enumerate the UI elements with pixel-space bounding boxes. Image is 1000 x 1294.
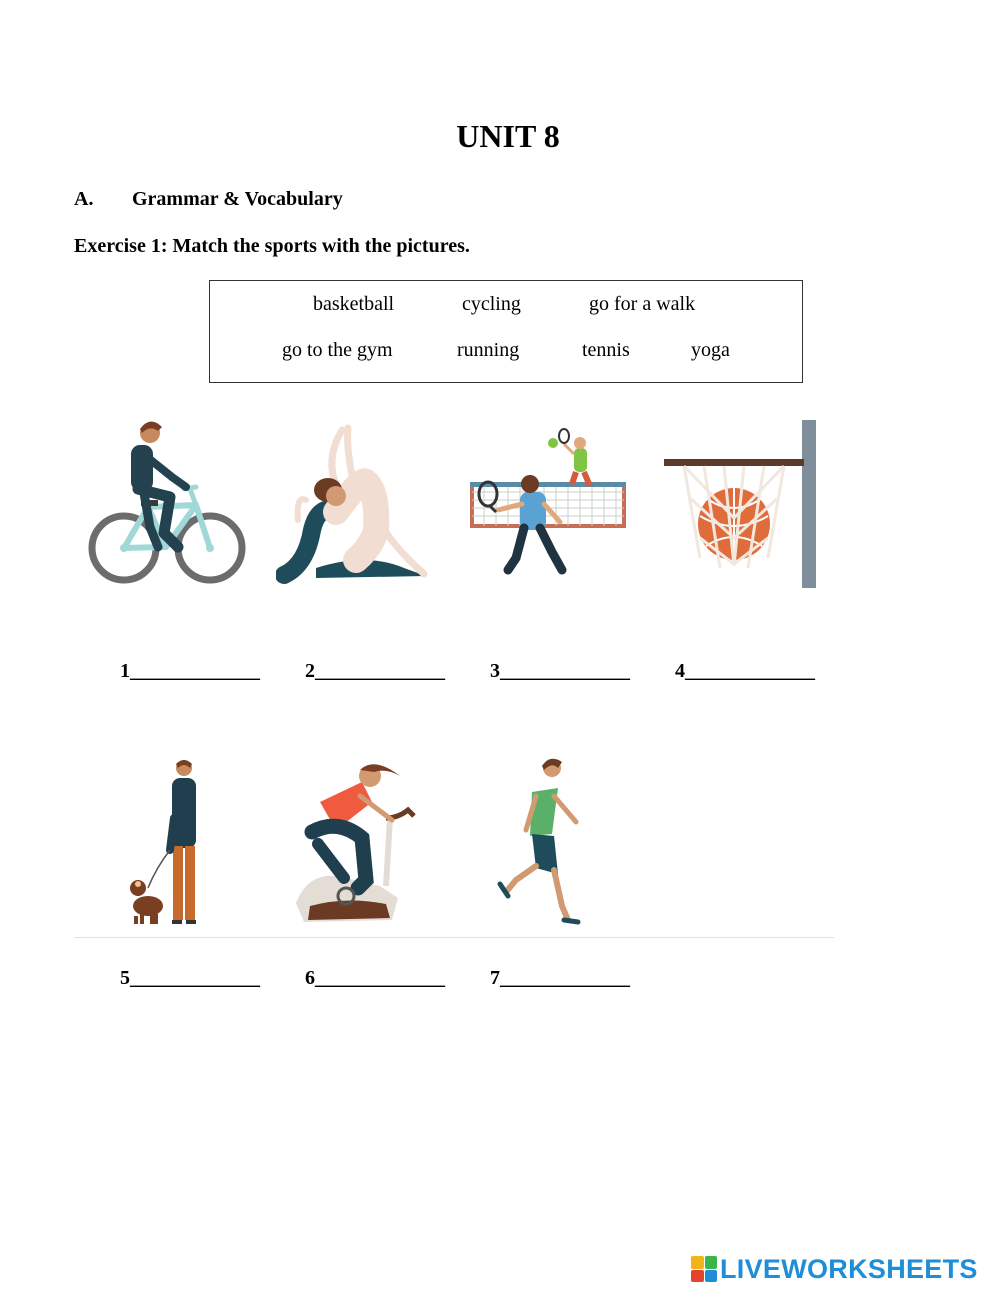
basketball-picture [660, 418, 820, 588]
section-letter: A. [74, 188, 94, 210]
word-running: running [457, 339, 520, 361]
word-cycling: cycling [462, 293, 521, 315]
word-go-to-the-gym: go to the gym [282, 339, 393, 361]
section-heading [74, 188, 343, 211]
word-yoga: yoga [691, 339, 730, 361]
answer-blank-6[interactable]: 6_____________ [305, 967, 445, 989]
logo-text: LIVEWORKSHEETS [720, 1253, 978, 1284]
section-title: Grammar & Vocabulary [132, 188, 343, 210]
liveworksheets-logo-icon [691, 1256, 717, 1282]
tennis-picture [468, 426, 630, 578]
answer-blank-4[interactable]: 4_____________ [675, 660, 815, 682]
liveworksheets-logo [691, 1254, 978, 1284]
answer-blank-7[interactable]: 7_____________ [490, 967, 630, 989]
exercise-instruction: Exercise 1: Match the sports with the pictures. [74, 235, 470, 257]
answer-blank-3[interactable]: 3_____________ [490, 660, 630, 682]
cycling-picture [86, 415, 248, 590]
answer-blank-2[interactable]: 2_____________ [305, 660, 445, 682]
page-title: UNIT 8 [456, 118, 560, 154]
word-bank-box [209, 280, 803, 383]
word-go-for-a-walk: go for a walk [589, 293, 696, 315]
word-tennis: tennis [582, 339, 630, 361]
answer-blank-1[interactable]: 1_____________ [120, 660, 260, 682]
word-basketball: basketball [313, 293, 395, 315]
divider-line [74, 937, 834, 938]
gym-bike-picture [290, 758, 420, 928]
yoga-picture [276, 420, 436, 585]
running-picture [496, 756, 582, 928]
answer-blank-5[interactable]: 5_____________ [120, 967, 260, 989]
walking-dog-picture [126, 758, 206, 926]
